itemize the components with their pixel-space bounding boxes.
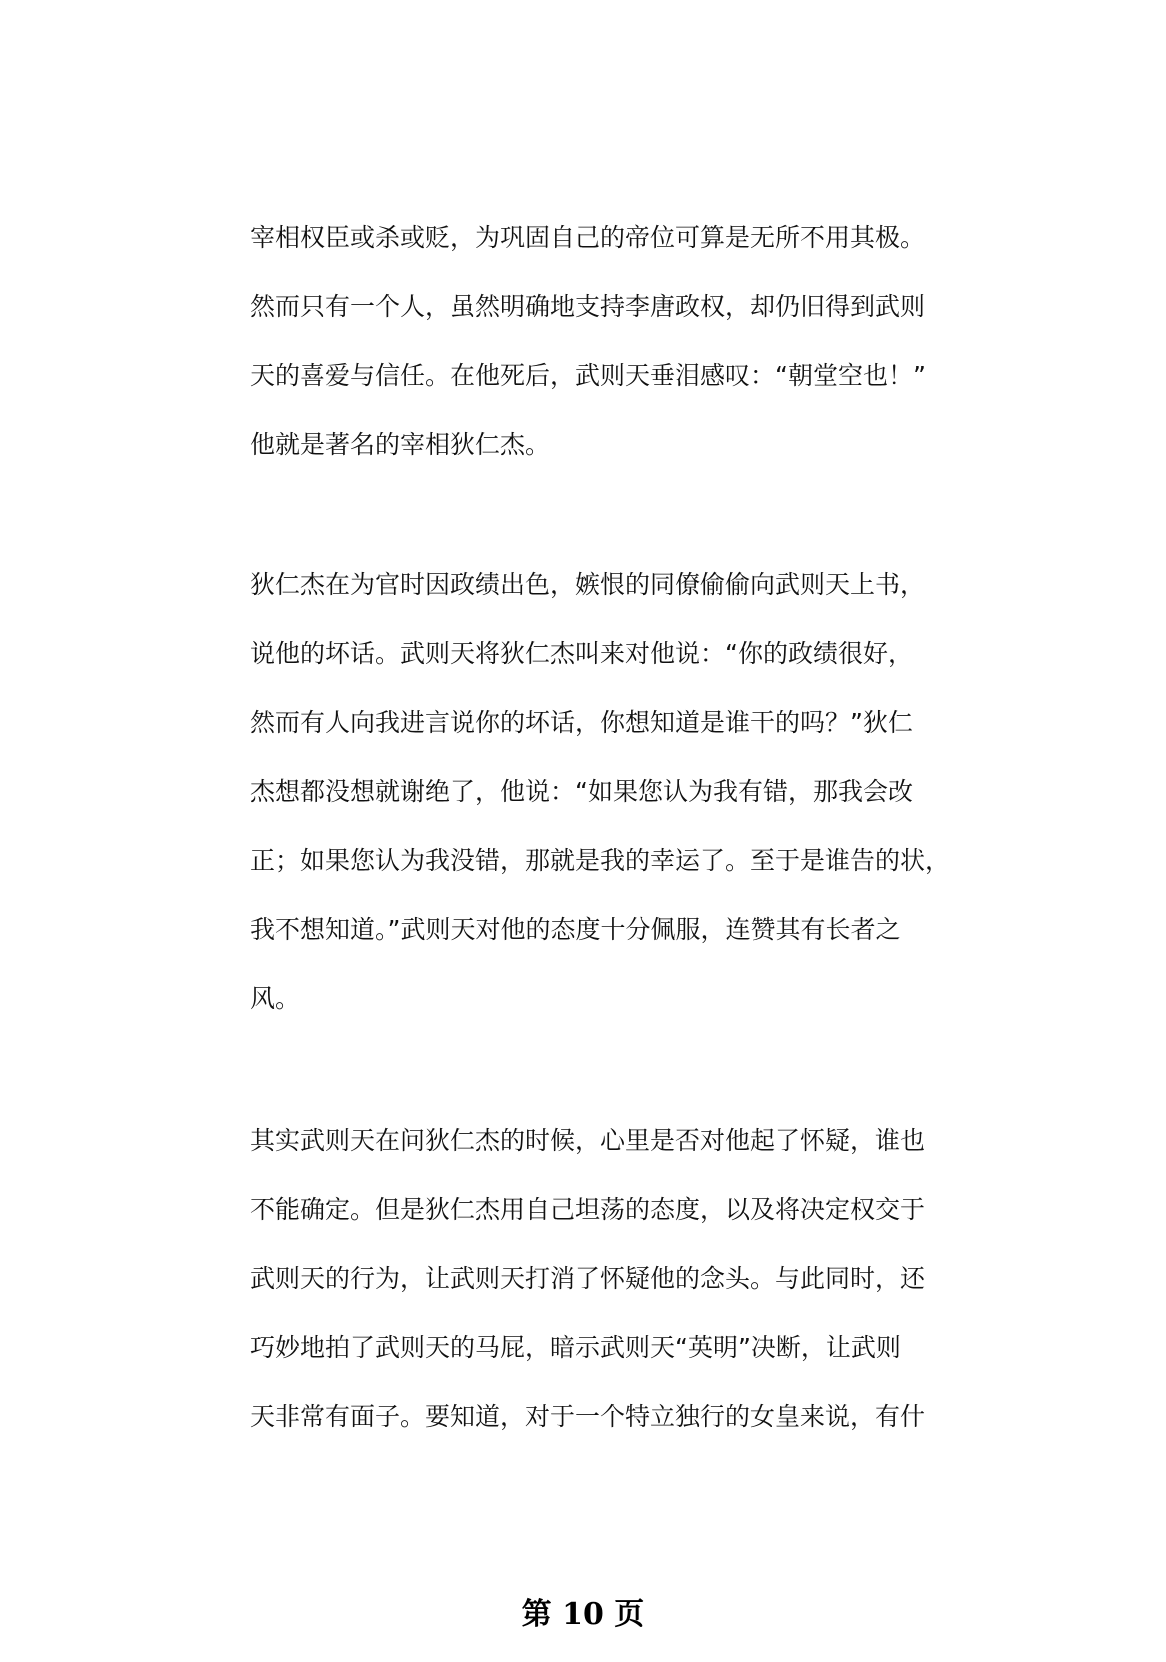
text-line: 然而有人向我进言说你的坏话，你想知道是谁干的吗？”狄仁 <box>250 708 913 737</box>
text-line: 狄仁杰在为官时因政绩出色，嫉恨的同僚偷偷向武则天上书， <box>250 570 926 599</box>
text-line: 不能确定。但是狄仁杰用自己坦荡的态度，以及将决定权交于 <box>250 1195 926 1224</box>
text-line: 其实武则天在问狄仁杰的时候，心里是否对他起了怀疑，谁也 <box>250 1126 926 1155</box>
text-line: 武则天的行为，让武则天打消了怀疑他的念头。与此同时，还 <box>250 1264 926 1293</box>
text-line: 风。 <box>250 984 301 1013</box>
text-line: 我不想知道。”武则天对他的态度十分佩服，连赞其有长者之 <box>250 915 901 944</box>
text-line: 宰相权臣或杀或贬，为巩固自己的帝位可算是无所不用其极。 <box>250 223 926 252</box>
text-line: 然而只有一个人，虽然明确地支持李唐政权，却仍旧得到武则 <box>250 292 926 321</box>
text-line: 天非常有面子。要知道，对于一个特立独行的女皇来说，有什 <box>250 1402 926 1431</box>
text-line: 他就是著名的宰相狄仁杰。 <box>250 430 551 459</box>
text-line: 正；如果您认为我没错，那就是我的幸运了。至于是谁告的状， <box>250 846 951 875</box>
text-line: 杰想都没想就谢绝了，他说：“如果您认为我有错，那我会改 <box>250 777 913 806</box>
text-line: 巧妙地拍了武则天的马屁，暗示武则天“英明”决断，让武则 <box>250 1333 901 1362</box>
paragraph-2 <box>250 550 951 1033</box>
text-line: 天的喜爱与信任。在他死后，武则天垂泪感叹：“朝堂空也！” <box>250 361 926 390</box>
paragraph-1 <box>250 203 926 479</box>
text-line: 说他的坏话。武则天将狄仁杰叫来对他说：“你的政绩很好， <box>250 639 913 668</box>
paragraph-3 <box>250 1106 926 1451</box>
page-number: 第 10 页 <box>521 1597 645 1632</box>
